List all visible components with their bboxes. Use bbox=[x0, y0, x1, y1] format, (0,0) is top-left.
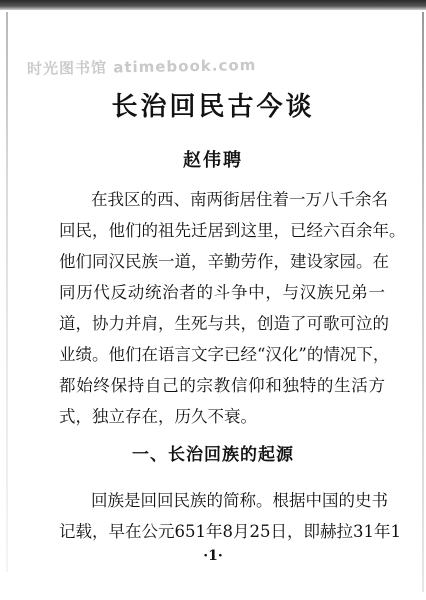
text-line: 都始终保持自己的宗教信仰和独特的生活方 bbox=[59, 376, 385, 395]
page-edge-top bbox=[0, 0, 426, 10]
author-name: 赵伟聘 bbox=[183, 150, 243, 171]
text-line: 式，独立存在，历久不衰。 bbox=[59, 407, 257, 426]
text-line: 在我区的西、南两街居住着一万八千余名 bbox=[91, 190, 388, 209]
text-line: 他们同汉民族一道，辛勤劳作，建设家园。在 bbox=[59, 252, 389, 271]
section-heading: 一、长治回族的起源 bbox=[132, 445, 294, 465]
watermark: 时光图书馆 atimebook.com bbox=[26, 56, 257, 78]
page-number: ·1· bbox=[203, 548, 223, 564]
page-title: 长治回民古今谈 bbox=[111, 92, 315, 122]
text-line: 回族是回回民族的简称。根据中国的史书 bbox=[91, 491, 388, 510]
text-line: 记载，早在公元651年8月25日，即赫拉31年1 bbox=[59, 522, 401, 541]
text-line: 同历代反动统治者的斗争中，与汉族兄弟一 bbox=[59, 283, 385, 302]
text-line: 道，协力并肩，生死与共，创造了可歌可泣的 bbox=[59, 314, 389, 333]
text-line: 回民，他们的祖先迁居到这里，已经六百余年。 bbox=[59, 221, 406, 240]
text-line: 业绩。他们在语言文字已经“汉化”的情况下， bbox=[59, 345, 390, 364]
